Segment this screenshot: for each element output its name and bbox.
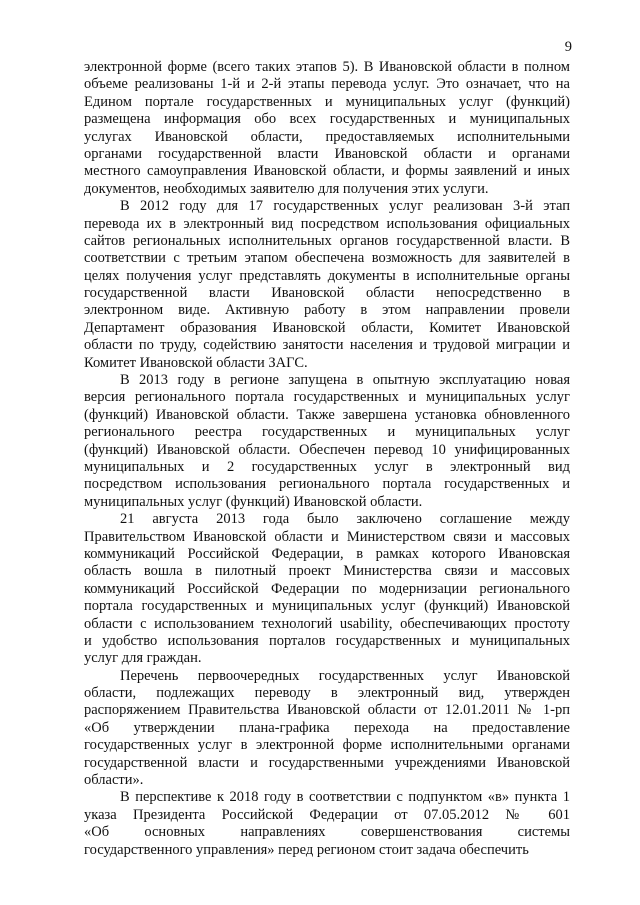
text-line: области». — [84, 772, 144, 789]
text-line: государственной власти и государственными учреждениями Ивановской — [84, 754, 570, 771]
text-line: Едином портале государственных и муниципальных услуг (функций) — [84, 93, 570, 110]
text-line: 21 августа 2013 года было заключено соглашение между — [120, 511, 570, 528]
text-line: перевода их в электронный вид посредством использования официальных — [84, 215, 570, 232]
text-line: документов, необходимых заявителю для получения этих услуги. — [84, 180, 489, 197]
text-line: «Об утверждении плана-графика перехода на предоставление — [84, 719, 570, 736]
text-line: Департамент образования Ивановской области, Комитет Ивановской — [84, 319, 570, 336]
text-line: муниципальных услуг (функций) Ивановской области. — [84, 493, 423, 510]
text-line: местного самоуправления Ивановской области, и формы заявлений и иных — [84, 163, 570, 180]
text-line: государственного управления» перед регионом стоит задача обеспечить — [84, 841, 529, 858]
text-line: коммуникаций Российской Федерации по модернизации регионального — [84, 580, 570, 597]
body-text — [84, 59, 570, 859]
text-line: электронной форме (всего таких этапов 5). В Ивановской области в полном — [84, 59, 570, 75]
text-line: В 2013 году в регионе запущена в опытную эксплуатацию новая — [120, 372, 570, 389]
text-line: Комитет Ивановской области ЗАГС. — [84, 354, 308, 371]
text-line: регионального реестра государственных и муниципальных услуг — [84, 424, 570, 441]
text-line: государственной власти Ивановской области непосредственно в — [84, 285, 570, 302]
text-line: размещена информация обо всех государственных и муниципальных — [84, 111, 570, 128]
text-line: области с использованием технологий usability, обеспечивающих простоту — [84, 615, 570, 632]
text-line: область вошла в пилотный проект Министерства связи и массовых — [84, 563, 570, 580]
text-line: В 2012 году для 17 государственных услуг реализован 3-й этап — [120, 198, 570, 215]
page-number: 9 — [564, 39, 572, 55]
text-line: (функций) Ивановской области. Обеспечен перевод 10 унифицированных — [84, 441, 570, 458]
text-line: соответствии с третьим этапом обеспечена возможность для заявителей в — [84, 250, 570, 267]
text-line: коммуникаций Российской Федерации, в рамках которого Ивановская — [84, 545, 570, 562]
text-line: услуг для граждан. — [84, 650, 202, 667]
text-line: портала государственных и муниципальных услуг (функций) Ивановской — [84, 598, 570, 615]
text-line: версия регионального портала государственных и муниципальных услуг — [84, 389, 570, 406]
text-line: объеме реализованы 1-й и 2-й этапы перевода услуг. Это означает, что на — [84, 76, 570, 93]
text-line: В перспективе к 2018 году в соответствии с подпунктом «в» пункта 1 — [120, 789, 570, 806]
text-line: услугах Ивановской области, предоставляемых исполнительными — [84, 128, 570, 145]
text-line: Перечень первоочередных государственных услуг Ивановской — [120, 667, 570, 684]
text-line: посредством использования регионального портала государственных и — [84, 476, 570, 493]
text-line: Правительством Ивановской области и Министерством связи и массовых — [84, 528, 570, 545]
text-line: целях получения услуг представлять документы в исполнительные органы — [84, 267, 570, 284]
text-line: области по труду, содействию занятости населения и трудовой миграции и — [84, 337, 570, 354]
text-line: и удобство использования порталов государственных и муниципальных — [84, 632, 570, 649]
text-line: (функций) Ивановской области. Также завершена установка обновленного — [84, 406, 570, 423]
text-line: области, подлежащих переводу в электронный вид, утвержден — [84, 685, 570, 702]
text-line: указа Президента Российской Федерации от 07.05.2012 № 601 — [84, 806, 570, 823]
text-line: сайтов региональных исполнительных органов государственной власти. В — [84, 232, 570, 249]
text-line: «Об основных направлениях совершенствования системы — [84, 824, 570, 841]
text-line: государственных услуг в электронной форме исполнительными органами — [84, 737, 570, 754]
text-line: муниципальных и 2 государственных услуг в электронный вид — [84, 458, 570, 475]
text-line: органами государственной власти Ивановской области и органами — [84, 145, 570, 162]
text-line: распоряжением Правительства Ивановской области от 12.01.2011 № 1-рп — [84, 702, 570, 719]
text-line: электронном виде. Активную работу в этом направлении провели — [84, 302, 570, 319]
